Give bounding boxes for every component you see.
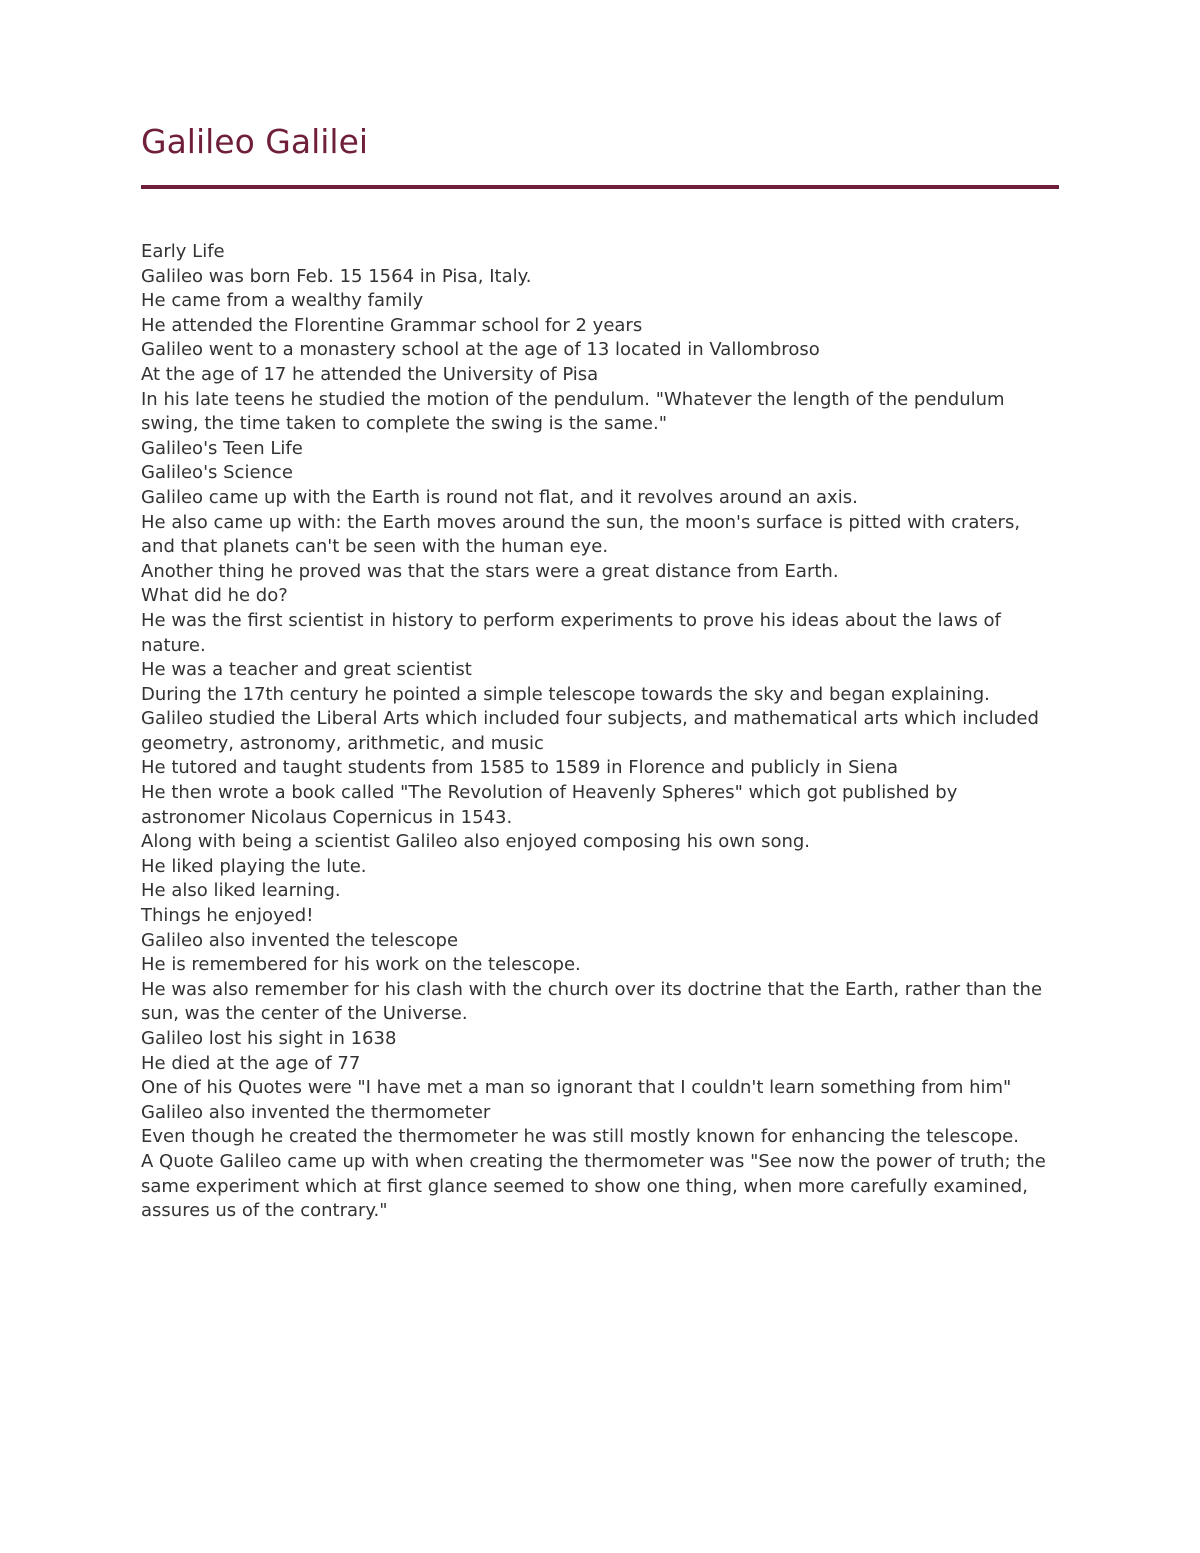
body-paragraph: Galileo also invented the telescope (141, 929, 459, 951)
body-paragraph: He died at the age of 77 (141, 1052, 361, 1074)
document-title: Galileo Galilei (141, 122, 369, 161)
body-paragraph: Galileo's Science (141, 462, 293, 484)
body-paragraph: Early Life (141, 241, 225, 262)
body-paragraph: He also liked learning. (141, 880, 341, 902)
body-paragraph: He was also remember for his clash with the church over its doctrine that the Earth, rather than the sun, was the center of the Universe. (141, 978, 1043, 1025)
body-paragraph: Another thing he proved was that the stars were a great distance from Earth. (141, 560, 839, 582)
body-paragraph: He came from a wealthy family (141, 290, 424, 312)
body-paragraph: A Quote Galileo came up with when creating the thermometer was "See now the power of truth; the same experiment which at first glance seemed to show one thing, when more carefully examined, assures us of the contrary." (141, 1150, 1046, 1222)
body-paragraph: Even though he created the thermometer he was still mostly known for enhancing the telescope. (141, 1126, 1019, 1148)
body-paragraph: Galileo also invented the thermometer (141, 1101, 491, 1123)
body-paragraph: Galileo came up with the Earth is round not flat, and it revolves around an axis. (141, 486, 858, 508)
body-paragraph: Galileo studied the Liberal Arts which included four subjects, and mathematical arts which included geometry, astronomy, arithmetic, and music (141, 708, 1039, 754)
body-paragraph: In his late teens he studied the motion of the pendulum. "Whatever the length of the pendulum swing, the time taken to complete the swing is the same." (141, 388, 1005, 435)
title-underline-rule (141, 185, 1059, 189)
body-paragraph: He also came up with: the Earth moves around the sun, the moon's surface is pitted with craters, and that planets can't be seen with the human eye. (141, 511, 1021, 558)
body-paragraph: Galileo lost his sight in 1638 (141, 1028, 397, 1049)
body-paragraph: He then wrote a book called "The Revolution of Heavenly Spheres" which got published by astronomer Nicolaus Copernicus in 1543. (141, 782, 958, 828)
body-paragraph: Galileo was born Feb. 15 1564 in Pisa, Italy. (141, 265, 532, 287)
body-paragraph: He was the first scientist in history to perform experiments to prove his ideas about the laws of nature. (141, 609, 1001, 656)
body-paragraph: What did he do? (141, 585, 288, 607)
document-body (141, 240, 1059, 1224)
body-paragraph: He attended the Florentine Grammar school for 2 years (141, 314, 643, 336)
body-paragraph: He was a teacher and great scientist (141, 659, 472, 681)
body-paragraph: At the age of 17 he attended the University of Pisa (141, 363, 599, 385)
body-paragraph: He is remembered for his work on the telescope. (141, 954, 581, 976)
body-paragraph: Things he enjoyed! (141, 905, 314, 927)
body-paragraph: Galileo's Teen Life (141, 437, 303, 459)
body-paragraph: During the 17th century he pointed a simple telescope towards the sky and began explaining. (141, 683, 990, 705)
body-paragraph: Along with being a scientist Galileo also enjoyed composing his own song. (141, 831, 811, 853)
body-paragraph: One of his Quotes were "I have met a man so ignorant that I couldn't learn something from him" (141, 1077, 1012, 1099)
body-paragraph: Galileo went to a monastery school at the age of 13 located in Vallombroso (141, 339, 820, 361)
body-paragraph: He tutored and taught students from 1585 to 1589 in Florence and publicly in Siena (141, 757, 899, 779)
body-paragraph: He liked playing the lute. (141, 855, 367, 877)
